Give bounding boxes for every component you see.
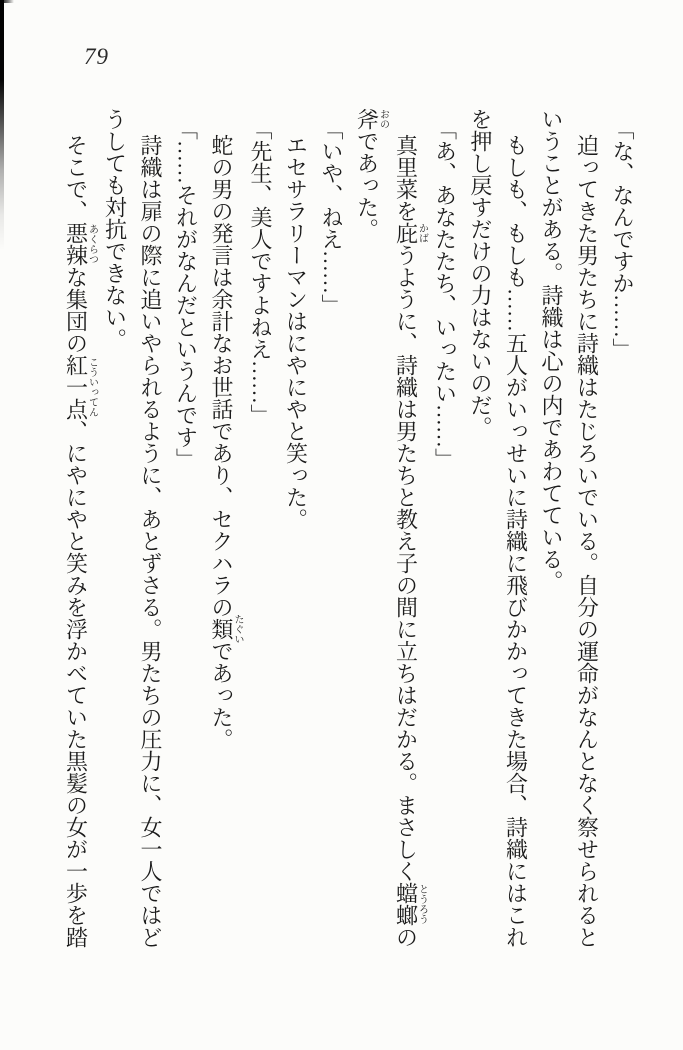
text-column: 「先生、美人ですよねえ……」 [248,118,273,426]
text-column: 迫ってきた男たちに詩織はたじろいでいる。自分の運命がなんとなく察せられると [574,134,600,948]
text-column: エセサラリーマンはにやにやと笑った。 [283,134,309,530]
text-column: もしも、もしも……五人がいっせいに詩織に飛びかかってきた場合、詩織にはこれ [503,134,529,948]
page-number: 79 [84,44,109,69]
text-column: いうことがある。詩織は心の内であわてている。 [539,108,564,592]
page-gutter-shadow [0,0,4,250]
ruby-annotated-word: 悪辣あくらつ [63,222,98,266]
text-column: うしても対抗できない。 [102,108,128,350]
text-columns [58,108,640,966]
text-column: 詩織は扉の際に追いやられるように、あとずさる。男たちの圧力に、女一人ではど [138,134,163,948]
text-column: そこで、悪辣あくらつな集団の紅一点こういってん、にやにやと笑みを浮かべていた黒髪の女が一歩を踏 [63,134,98,948]
text-column: を押し戻すだけの力はないのだ。 [468,108,493,438]
ruby-annotated-word: 類たぐい [209,614,243,644]
text-column: 斧おのであった。 [354,108,389,240]
ruby-annotated-word: 斧おの [354,108,389,130]
text-column: 蛇の男の発言は余計なお世話であり、セクハラの類たぐいであった。 [209,134,243,750]
text-column: 「いや、ねえ……」 [319,118,344,316]
ruby-annotated-word: 庇かば [393,222,428,244]
text-column: 「な、なんですか……」 [610,118,635,360]
text-column: 「……それがなんだというんです」 [173,118,199,470]
text-column: 「あ、あなたたち、いったい……」 [432,118,458,470]
text-column: 真里菜を庇かばうように、詩織は男たちと教え子の間に立ちはだかる。まさしく蟷螂とうろうの [393,134,428,948]
ruby-annotated-word: 紅一点こういってん [63,354,98,420]
page-gutter-shadow-top [0,0,14,3]
ruby-annotated-word: 蟷螂とうろう [393,882,428,926]
